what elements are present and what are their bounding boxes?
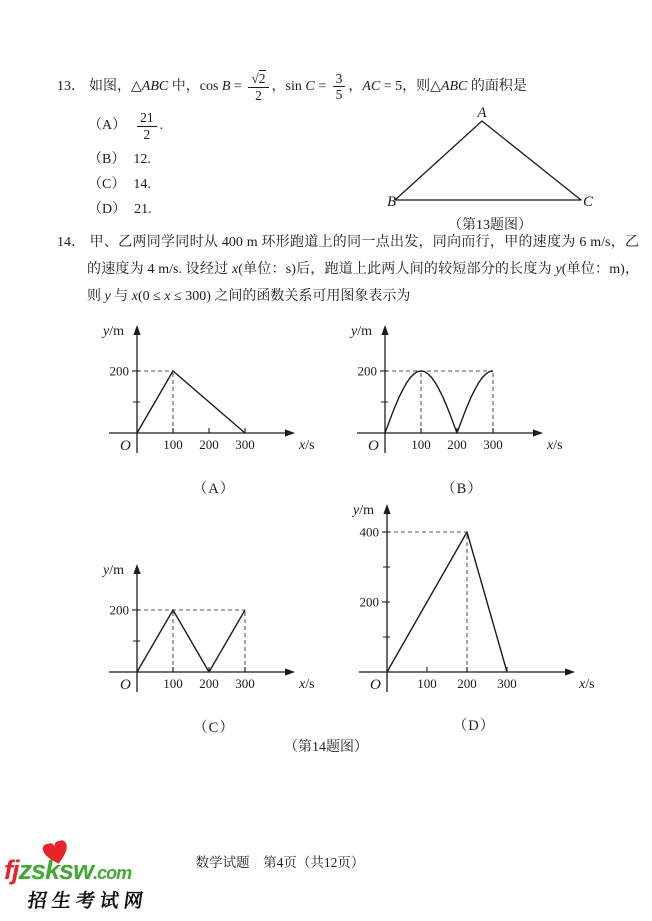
option-c-label: （C） bbox=[88, 177, 126, 193]
option-b-value: 12. bbox=[133, 152, 151, 168]
svg-text:O: O bbox=[120, 677, 131, 693]
svg-text:B: B bbox=[387, 194, 397, 210]
question-13-number: 13． bbox=[57, 78, 85, 94]
option-d-label: （D） bbox=[88, 202, 127, 218]
watermark-prefix: fj bbox=[4, 855, 19, 885]
question-14-number: 14． bbox=[57, 235, 86, 250]
option-a-label: （A） bbox=[88, 118, 127, 134]
triangle-abc-figure bbox=[385, 107, 595, 212]
svg-text:C: C bbox=[582, 194, 593, 210]
svg-text:300: 300 bbox=[235, 676, 255, 691]
graph-option-c bbox=[95, 552, 333, 737]
svg-text:200: 200 bbox=[199, 437, 219, 452]
svg-text:x/s: x/s bbox=[579, 677, 595, 692]
graph-option-d bbox=[343, 494, 605, 735]
svg-text:100: 100 bbox=[417, 676, 437, 691]
svg-text:200: 200 bbox=[447, 437, 467, 452]
svg-text:200: 200 bbox=[357, 363, 377, 379]
svg-text:100: 100 bbox=[163, 676, 183, 691]
svg-text:x/s: x/s bbox=[299, 438, 315, 453]
graph-d-plot bbox=[343, 494, 605, 712]
figure-13-caption: （第13题图） bbox=[448, 218, 532, 233]
question-13-text bbox=[57, 70, 527, 103]
svg-text:200: 200 bbox=[359, 594, 379, 610]
option-c-value: 14. bbox=[133, 177, 151, 193]
svg-text:y/m: y/m bbox=[353, 503, 374, 518]
svg-text:y/m: y/m bbox=[103, 563, 124, 578]
graph-c-plot bbox=[95, 552, 333, 714]
watermark-chinese: 招生考试网 bbox=[26, 891, 150, 912]
option-d-value: 21. bbox=[134, 202, 152, 218]
svg-text:O: O bbox=[368, 438, 379, 454]
svg-text:300: 300 bbox=[235, 437, 255, 452]
option-c bbox=[88, 173, 163, 196]
watermark-suffix: .com bbox=[93, 863, 132, 883]
graph-b-plot bbox=[343, 313, 581, 475]
svg-text:O: O bbox=[370, 677, 381, 693]
svg-text:200: 200 bbox=[199, 676, 219, 691]
watermark-middle: zsksw bbox=[18, 855, 94, 885]
svg-text:100: 100 bbox=[411, 437, 431, 452]
option-b bbox=[88, 148, 163, 171]
question-13-body: 如图，△ABC 中，cos B = $\frac{√2}{2}$ ，sin C = $\frac{3}{5}$ ，AC = 5，则△ABC 的面积是 bbox=[89, 70, 527, 103]
graph-a-caption: （A） bbox=[192, 481, 236, 497]
page-footer: 数学试题 第4页（共12页） bbox=[195, 855, 365, 870]
graph-option-a bbox=[95, 313, 333, 498]
graph-b-caption: （B） bbox=[441, 481, 483, 497]
svg-text:300: 300 bbox=[483, 437, 503, 452]
figure-14-caption: （第14题图） bbox=[284, 740, 368, 755]
option-a bbox=[88, 110, 163, 142]
option-b-label: （B） bbox=[88, 152, 126, 168]
watermark-url bbox=[4, 855, 131, 886]
svg-text:300: 300 bbox=[497, 676, 517, 691]
fraction: $\frac{3}{5}$ bbox=[333, 71, 346, 103]
graph-option-b bbox=[343, 313, 581, 498]
svg-text:A: A bbox=[477, 107, 487, 121]
svg-text:200: 200 bbox=[109, 363, 129, 379]
question-14-text bbox=[57, 229, 639, 310]
option-d bbox=[88, 198, 163, 221]
graph-a-plot bbox=[95, 313, 333, 475]
svg-text:100: 100 bbox=[163, 437, 183, 452]
question-14-body: 甲、乙两同学同时从 400 m 环形跑道上的同一点出发，同向而行，甲的速度为 6 m/s，乙的速度为 4 m/s. 设经过 x(单位：s)后，跑道上此两人间的较短部分的长度为 y(单位：m)，则 y 与 x(0 ≤ x ≤ 300) 之间的函数关系可用图象表示为 bbox=[87, 235, 640, 304]
svg-text:200: 200 bbox=[109, 602, 129, 618]
graph-c-caption: （C） bbox=[193, 720, 235, 736]
graph-d-caption: （D） bbox=[452, 718, 496, 734]
svg-text:O: O bbox=[120, 438, 131, 454]
svg-text:x/s: x/s bbox=[547, 438, 563, 453]
figure-13 bbox=[385, 107, 595, 234]
option-a-value: $\frac{21}{2}$ . bbox=[134, 118, 163, 133]
svg-text:400: 400 bbox=[359, 524, 379, 540]
svg-text:x/s: x/s bbox=[299, 677, 315, 692]
svg-text:y/m: y/m bbox=[351, 324, 372, 339]
fraction: $\frac{√2}{2}$ bbox=[248, 70, 268, 103]
question-13-options bbox=[88, 110, 163, 223]
fraction: $\frac{21}{2}$ bbox=[137, 110, 157, 142]
svg-text:200: 200 bbox=[457, 676, 477, 691]
svg-text:y/m: y/m bbox=[103, 324, 124, 339]
